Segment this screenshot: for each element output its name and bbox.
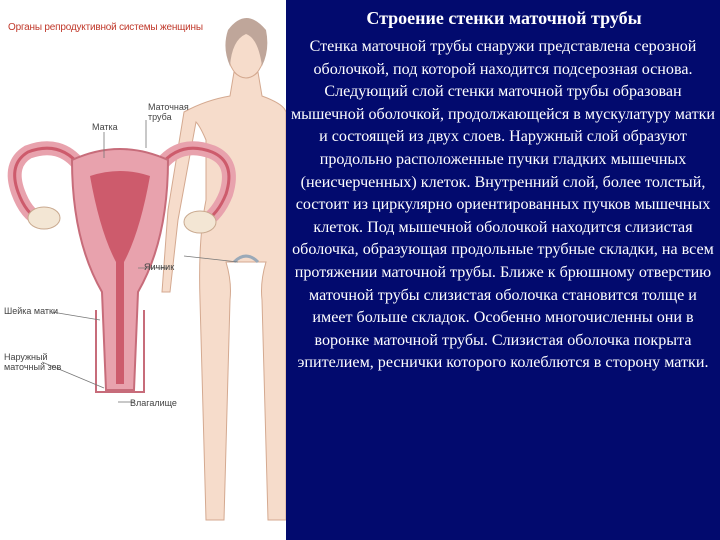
slide-body-text: Стенка маточной трубы снаружи представлена серозной оболочкой, под которой находится подсерозная основа. Следующий слой стенки маточной трубы образован мышечной оболочкой, продолжающейся в мускулатуру матки и состоящей из двух слоев. Наружный слой образуют продольно расположенные пучки гладких мышечных (неисчерченных) клеток. Внутренний слой, более толстый, состоит из циркулярно ориентированных пучков мышечных клеток. Под мышечной оболочкой находится слизистая оболочка, образующая продольные трубные складки, на всем протяжении маточной трубы. Ближе к брюшному отверстию маточной трубы слизистая оболочка становится толще и имеет больше складок. Особенно многочисленны они в воронке маточной трубы. Слизистая оболочка покрыта эпителием, реснички которого колеблются в сторону матки. (290, 38, 716, 372)
left-ovary (28, 207, 60, 229)
body-silhouette (162, 26, 286, 520)
label-external-os: Наружный маточный зев (4, 352, 62, 372)
reproductive-organs-illustration (0, 0, 286, 540)
figure-title: Органы репродуктивной системы женщины (8, 22, 203, 33)
illustration-panel (0, 0, 286, 540)
label-uterus: Матка (92, 122, 118, 132)
slide-title: Строение стенки маточной трубы (366, 8, 642, 28)
label-fallopian-tube: Маточная труба (148, 102, 189, 122)
right-ovary (184, 211, 216, 233)
label-cervix: Шейка матки (4, 306, 59, 316)
label-ovary: Яичник (144, 262, 175, 272)
label-vagina: Влагалище (130, 398, 177, 408)
